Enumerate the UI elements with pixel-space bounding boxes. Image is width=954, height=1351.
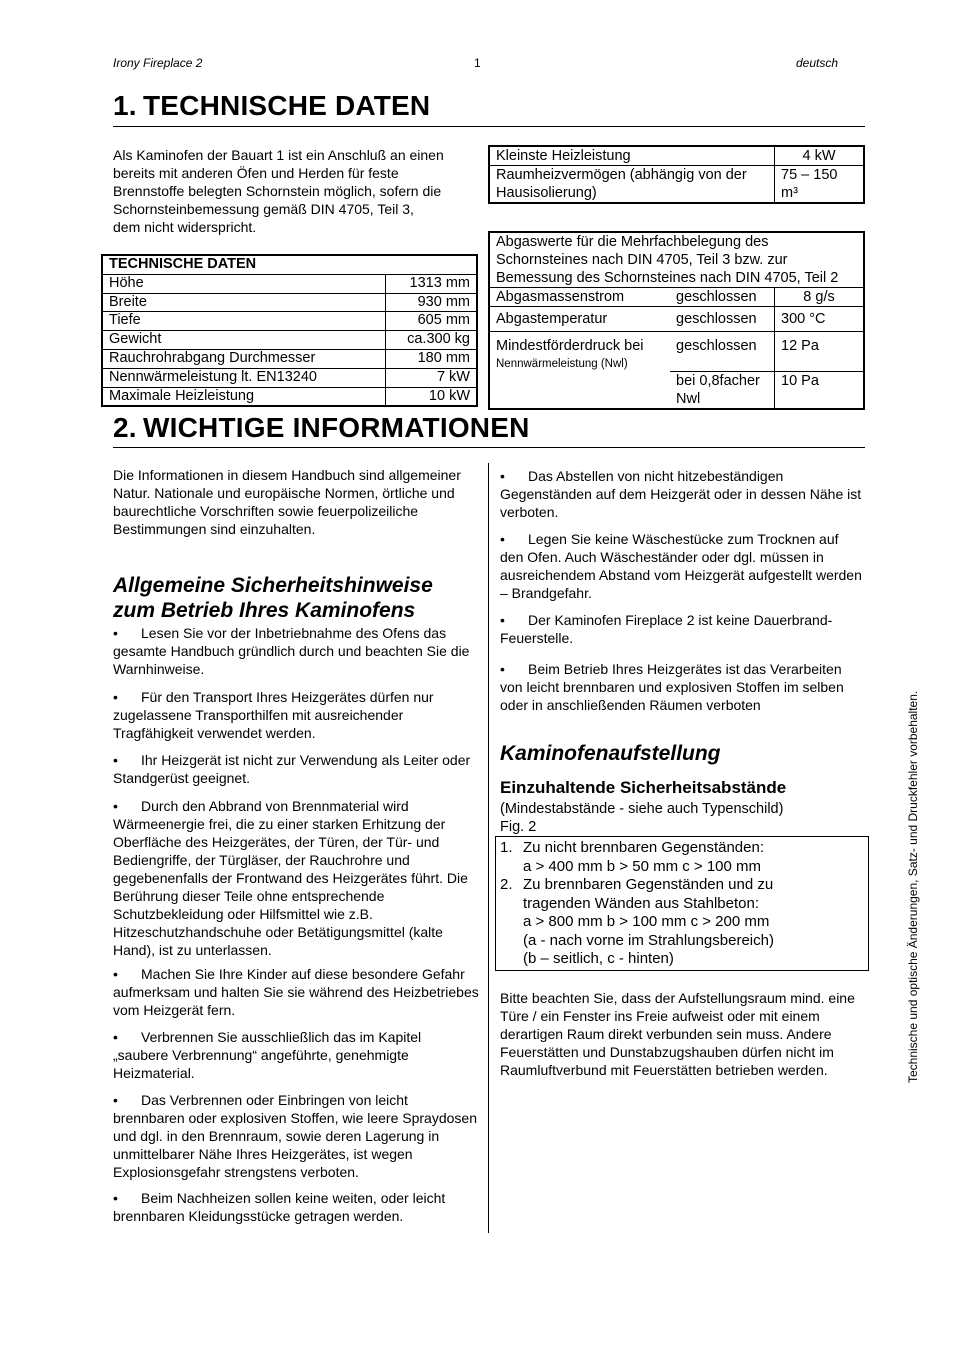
row-value: 10 Pa	[775, 372, 865, 410]
row-value: 930 mm	[386, 293, 478, 312]
list-text: Zu brennbaren Gegenständen und zu tragenden Wänden aus Stahlbeton:	[523, 876, 774, 912]
table-row	[489, 166, 864, 204]
figure-label: Fig. 2	[500, 819, 537, 835]
bullet-item: • Für den Transport Ihres Heizgerätes dürfen nur zugelassene Transporthilfen mit ausreichender Tragfähigkeit verwendet werden.	[113, 689, 434, 741]
table-row	[102, 331, 477, 350]
section2-rule	[113, 447, 865, 448]
section2-title: WICHTIGE INFORMATIONEN	[143, 412, 530, 443]
row-label: Maximale Heizleistung	[109, 387, 255, 404]
bullet-text: Verbrennen Sie ausschließlich das im Kapitel „saubere Verbrennung“ angeführte, genehmigte Heizmaterial.	[113, 1029, 422, 1081]
safety-heading-line: zum Betrieb Ihres Kaminofens	[113, 599, 416, 622]
table-row	[102, 349, 477, 368]
row-label: Kleinste Heizleistung	[489, 146, 775, 166]
bullet-text: Machen Sie Ihre Kinder auf diese besondere Gefahr aufmerksam und halten Sie sie während des Heizbetriebes vom Heizgerät fern.	[113, 966, 479, 1018]
bullet-text: Beim Betrieb Ihres Heizgerätes ist das Verarbeiten von leicht brennbaren und explosiven Stoffen im selben oder in anschließenden Räumen verboten	[500, 661, 844, 713]
row-label: Abgastemperatur	[489, 307, 670, 332]
row-value: 12 Pa	[775, 332, 865, 372]
page-number: 1	[474, 56, 481, 70]
exhaust-table	[488, 231, 865, 410]
row-condition: geschlossen	[670, 307, 775, 332]
intro-line: dem nicht widerspricht.	[113, 219, 257, 235]
header-product: Irony Fireplace 2	[113, 56, 203, 70]
bullet-text: Beim Nachheizen sollen keine weiten, oder leicht brennbaren Kleidungsstücke getragen werden.	[113, 1190, 446, 1224]
row-label: Raumheizvermögen (abhängig von der Hausisolierung)	[496, 167, 747, 201]
list-values: a > 800 mm b > 100 mm c > 200 mm	[523, 913, 770, 930]
list-item	[496, 839, 868, 876]
header-language: deutsch	[796, 56, 839, 70]
bullet-item: • Lesen Sie vor der Inbetriebnahme des Ofens das gesamte Handbuch gründlich durch und beachten Sie die Warnhinweise.	[113, 625, 470, 677]
row-value: 7 kW	[386, 368, 478, 387]
row-value: 180 mm	[386, 349, 478, 368]
section1-title: TECHNISCHE DATEN	[143, 90, 431, 121]
row-label-small: Nennwärmeleistung (Nwl)	[496, 358, 628, 370]
table-row	[102, 387, 477, 406]
bullet-text: Ihr Heizgerät ist nicht zur Verwendung als Leiter oder Standgerüst geeignet.	[113, 752, 471, 786]
column-divider	[488, 463, 489, 1233]
table-row	[489, 332, 864, 372]
section1-number: 1.	[113, 90, 137, 121]
section2-heading	[113, 412, 530, 444]
side-disclaimer: Technische und optische Änderungen, Satz- und Druckfehler vorbehalten.	[906, 690, 920, 1083]
intro-paragraph	[113, 146, 444, 236]
intro-line: Brennstoffe belegten Schornstein möglich, sofern die	[113, 183, 442, 199]
bullet-text: Das Verbrennen oder Einbringen von leicht brennbaren oder explosiven Stoffen, wie leere Spraydosen und dgl. in den Brennraum, sowie deren Lagerung in unmittelbarer Nähe Ihres Heizgerätes, ist wegen Explosionsgefahr strengstens verboten.	[113, 1092, 477, 1180]
bullet-text: Der Kaminofen Fireplace 2 ist keine Dauerbrand-Feuerstelle.	[500, 612, 833, 646]
intro-line: Als Kaminofen der Bauart 1 ist ein Anschluß an einen	[113, 147, 444, 163]
aufstellung-heading: Kaminofenaufstellung	[500, 742, 721, 765]
bullet-item: • Beim Betrieb Ihres Heizgerätes ist das Verarbeiten von leicht brennbaren und explosiven Stoffen im selben oder in anschließenden Räumen verboten	[500, 661, 844, 713]
bullet-item: • Verbrennen Sie ausschließlich das im Kapitel „saubere Verbrennung“ angeführte, genehmigte Heizmaterial.	[113, 1029, 422, 1081]
safety-heading	[113, 573, 433, 623]
row-label: Gewicht	[102, 331, 386, 350]
safety-heading-line: Allgemeine Sicherheitshinweise	[113, 574, 433, 597]
row-value: 10 kW	[386, 387, 478, 406]
section1-heading	[113, 90, 430, 122]
table-row	[102, 293, 477, 312]
abstand-subtitle: (Mindestabstände - siehe auch Typenschild)	[500, 801, 784, 817]
bullet-item: • Das Verbrennen oder Einbringen von leicht brennbaren oder explosiven Stoffen, wie leere Spraydosen und dgl. in den Brennraum, sowie deren Lagerung in unmittelbarer Nähe Ihres Heizgerätes, ist wegen Explosionsgefahr strengstens verboten.	[113, 1092, 477, 1180]
abstand-heading: Einzuhaltende Sicherheitsabstände	[500, 778, 787, 797]
list-text: Zu nicht brennbaren Gegenständen:	[523, 839, 765, 856]
row-label: Rauchrohrabgang Durchmesser	[102, 349, 386, 368]
list-note: (a - nach vorne im Strahlungsbereich)	[523, 931, 774, 949]
bullet-text: Durch den Abbrand von Brennmaterial wird Wärmeenergie frei, die zu einer starken Erhitzung der Oberfläche des Heizgerätes, der Türen, der Tür- und Bediengriffe, der Türgläser, der Rauchrohre und gegebenenfalls der Frontwand des Heizgerätes führt. Die Berührung dieser Teile ohne entsprechende Schutzbekleidung oder Hilfsmittel wie z.B. Hitzeschutzhandschuhe oder Betätigungsmittel (kalte Hand), ist zu unterlassen.	[113, 798, 468, 958]
list-number: 2.	[500, 876, 513, 893]
bullet-item: • Das Abstellen von nicht hitzebeständigen Gegenständen auf dem Heizgerät oder in dessen Nähe ist verboten.	[500, 468, 862, 520]
list-item	[496, 876, 868, 969]
table-row	[102, 274, 477, 293]
list-values: a > 400 mm b > 50 mm c > 100 mm	[523, 857, 762, 875]
table-row	[489, 146, 864, 166]
row-value: 75 – 150 m³	[775, 166, 865, 204]
row-value: 1313 mm	[386, 274, 478, 293]
tech-data-table	[101, 254, 478, 407]
row-value: 300 °C	[775, 307, 865, 332]
bullet-text: Lesen Sie vor der Inbetriebnahme des Ofens das gesamte Handbuch gründlich durch und beachten Sie die Warnhinweise.	[113, 625, 470, 677]
table-row	[489, 307, 864, 332]
table-row	[102, 312, 477, 331]
bullet-text: Das Abstellen von nicht hitzebeständigen Gegenständen auf dem Heizgerät oder in dessen Nähe ist verboten.	[500, 468, 862, 520]
row-condition: geschlossen	[670, 288, 775, 307]
list-number: 1.	[500, 839, 513, 856]
bullet-item: • Legen Sie keine Wäschestücke zum Trocknen auf den Ofen. Auch Wäscheständer oder dgl. müssen in ausreichendem Abstand vom Heizgerät aufgestellt werden – Brandgefahr.	[500, 531, 862, 601]
heating-table	[488, 145, 865, 204]
row-condition: geschlossen	[670, 332, 775, 372]
table-row	[489, 288, 864, 307]
row-condition: bei 0,8facher Nwl	[676, 373, 760, 407]
intro-line: bereits mit anderen Öfen und Herden für feste	[113, 165, 399, 181]
row-label: Breite	[102, 293, 386, 312]
bullet-item: • Ihr Heizgerät ist nicht zur Verwendung als Leiter oder Standgerüst geeignet.	[113, 752, 471, 786]
bullet-item: • Machen Sie Ihre Kinder auf diese besondere Gefahr aufmerksam und halten Sie sie während des Heizbetriebes vom Heizgerät fern.	[113, 966, 479, 1018]
row-label: Nennwärmeleistung lt. EN13240	[102, 368, 386, 387]
row-value: 8 g/s	[775, 288, 865, 307]
bullet-text: Legen Sie keine Wäschestücke zum Trocknen auf den Ofen. Auch Wäscheständer oder dgl. müssen in ausreichendem Abstand vom Heizgerät aufgestellt werden – Brandgefahr.	[500, 531, 862, 601]
bullet-item: • Durch den Abbrand von Brennmaterial wird Wärmeenergie frei, die zu einer starken Erhitzung der Oberfläche des Heizgerätes, der Türen, der Tür- und Bediengriffe, der Türgläser, der Rauchrohre und gegebenenfalls der Frontwand des Heizgerätes führt. Die Berührung dieser Teile ohne entsprechende Schutzbekleidung oder Hilfsmittel wie z.B. Hitzeschutzhandschuhe oder Betätigungsmittel (kalte Hand), ist zu unterlassen.	[113, 798, 468, 958]
row-value: ca.300 kg	[386, 331, 478, 350]
section1-rule	[113, 126, 865, 127]
exhaust-table-title: Abgaswerte für die Mehrfachbelegung des Schornsteines nach DIN 4705, Teil 3 bzw. zur Bemessung des Schornsteines nach DIN 4705, Teil 2	[489, 232, 864, 288]
section2-number: 2.	[113, 412, 137, 443]
distance-box	[495, 836, 869, 971]
bullet-item: • Der Kaminofen Fireplace 2 ist keine Dauerbrand-Feuerstelle.	[500, 612, 833, 646]
bullet-text: Für den Transport Ihres Heizgerätes dürfen nur zugelassene Transporthilfen mit ausreichender Tragfähigkeit verwendet werden.	[113, 689, 434, 741]
row-label: Mindestförderdruck bei	[496, 338, 644, 354]
row-value: 605 mm	[386, 312, 478, 331]
row-label: Höhe	[102, 274, 386, 293]
tech-table-title: TECHNISCHE DATEN	[102, 255, 477, 274]
row-value: 4 kW	[775, 146, 865, 166]
row-label: Abgasmassenstrom	[489, 288, 670, 307]
bullet-item: • Beim Nachheizen sollen keine weiten, oder leicht brennbaren Kleidungsstücke getragen werden.	[113, 1190, 446, 1224]
list-note: (b – seitlich, c - hinten)	[523, 950, 674, 967]
info-paragraph: Die Informationen in diesem Handbuch sind allgemeiner Natur. Nationale und europäische Normen, örtliche und baurechtliche Vorschriften sowie feuerpolizeiliche Bestimmungen sind einzuhalten.	[113, 467, 461, 537]
table-row	[102, 368, 477, 387]
row-label: Tiefe	[102, 312, 386, 331]
intro-line: Schornsteinbemessung gemäß DIN 4705, Teil 3,	[113, 201, 414, 217]
closing-paragraph: Bitte beachten Sie, dass der Aufstellungsraum mind. eine Türe / ein Fenster ins Freie aufweist oder mit einem derartigen Raum direkt verbunden sein muss. Andere Feuerstätten und Dunstabzugshauben dürfen nicht im Raumluftverbund mit Feuerstätten betrieben werden.	[500, 990, 855, 1078]
